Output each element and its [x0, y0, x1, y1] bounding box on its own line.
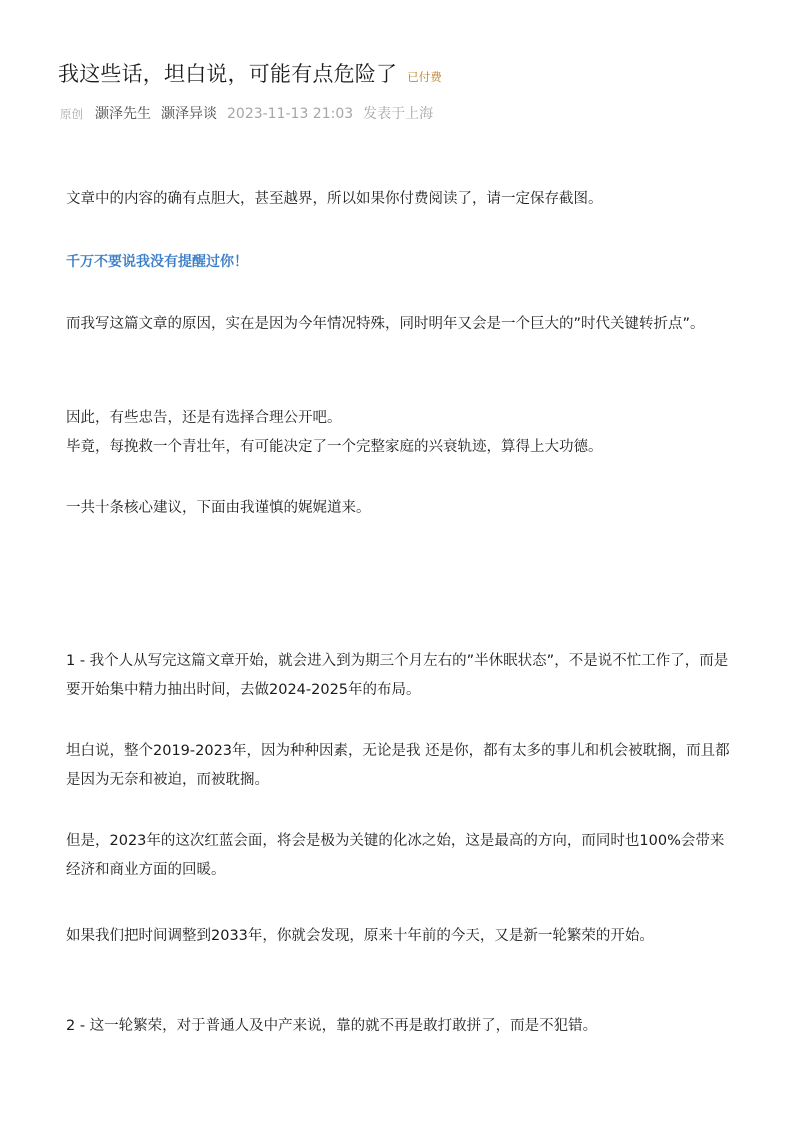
article-title: 我这些话，坦白说，可能有点危险了 — [58, 62, 398, 86]
account-link[interactable]: 灏泽异谈 — [161, 106, 217, 122]
paragraph-7: 坦白说，整个2019-2023年，因为种种因素，无论是我 还是你，都有太多的事儿和机会被耽搁，而且都是因为无奈和被迫，而被耽搁。 — [66, 743, 730, 788]
article-header — [58, 58, 442, 88]
paragraph-4b: 毕竟，每挽救一个青壮年，有可能决定了一个完整家庭的兴衰轨迹，算得上大功德。 — [66, 439, 603, 455]
publish-location: 发表于上海 — [363, 106, 434, 122]
paragraph-8: 但是，2023年的这次红蓝会面，将会是极为关键的化冰之始，这是最高的方向，而同时也100%会带来经济和商业方面的回暖。 — [66, 833, 725, 878]
paragraph-5: 一共十条核心建议，下面由我谨慎的娓娓道来。 — [66, 500, 371, 516]
paid-badge: 已付费 — [407, 70, 442, 84]
author-name[interactable]: 灏泽先生 — [95, 106, 151, 122]
paragraph-4a: 因此，有些忠告，还是有选择合理公开吧。 — [66, 410, 342, 426]
paragraph-3: 而我写这篇文章的原因，实在是因为今年情况特殊，同时明年又会是一个巨大的”时代关键转折点”。 — [66, 316, 705, 332]
warning-paragraph: 千万不要说我没有提醒过你！ — [66, 254, 248, 270]
publish-time: 2023-11-13 21:03 — [227, 106, 354, 122]
paragraph-6: 1 - 我个人从写完这篇文章开始，就会进入到为期三个月左右的”半休眠状态”，不是说不忙工作了，而是要开始集中精力抽出时间，去做2024-2025年的布局。 — [66, 653, 729, 698]
article-meta — [60, 103, 433, 123]
paragraph-1: 文章中的内容的确有点胆大，甚至越界，所以如果你付费阅读了，请一定保存截图。 — [66, 191, 603, 207]
original-tag: 原创 — [60, 107, 83, 121]
paragraph-9: 如果我们把时间调整到2033年，你就会发现，原来十年前的今天，又是新一轮繁荣的开始。 — [66, 928, 654, 944]
paragraph-10: 2 - 这一轮繁荣，对于普通人及中产来说，靠的就不再是敢打敢拼了，而是不犯错。 — [66, 1018, 598, 1034]
